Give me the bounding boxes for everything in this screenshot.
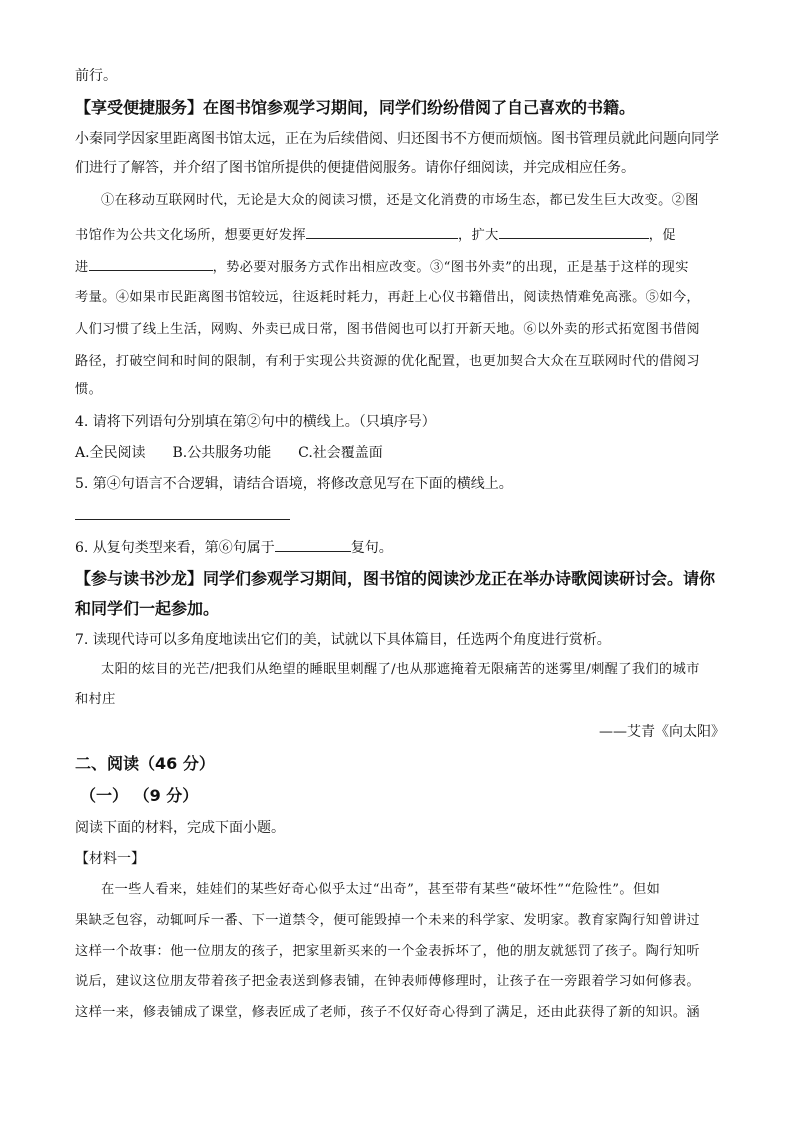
option-a: A.全民阅读: [75, 445, 146, 461]
passage-line-3-part-a: 进: [75, 260, 89, 275]
passage-line-3-part-b: ，势必要对服务方式作出相应改变。③“图书外卖”的出现，正是基于这样的现实: [212, 260, 689, 275]
fill-blank-3[interactable]: [89, 256, 213, 271]
material-one-label: 【材料一】: [75, 851, 145, 867]
question-7: 7. 读现代诗可以多角度地读出它们的美，试就以下具体篇目，任选两个角度进行赏析。: [75, 632, 611, 648]
passage-line-2: [75, 224, 725, 246]
material-line: 这样一来，修表铺成了课堂，修表匠成了老师，孩子不仅好奇心得到了满足，还由此获得了新的知识。涵: [75, 1005, 701, 1020]
passage-line-2-part-b: ，扩大: [458, 228, 499, 243]
passage-line-2-part-a: 书馆作为公共文化场所，想要更好发挥: [75, 228, 306, 243]
question-6-part-a: 6. 从复句类型来看，第⑥句属于: [75, 540, 275, 556]
service-section-heading: 【享受便捷服务】在图书馆参观学习期间，同学们纷纷借阅了自己喜欢的书籍。: [75, 98, 636, 117]
fill-blank-q6[interactable]: [275, 537, 351, 552]
material-line: 这样一个故事：他一位朋友的孩子，把家里新买来的一个金表拆坏了，他的朋友就惩罚了孩子。陶行知听: [75, 944, 701, 959]
part-two-title: 二、阅读（46 分）: [75, 754, 215, 773]
option-c: C.社会覆盖面: [298, 445, 383, 461]
continuation-text: 前行。: [75, 68, 117, 84]
service-intro-line-2: 们进行了解答，并介绍了图书馆所提供的便捷借阅服务。请你仔细阅读，并完成相应任务。: [75, 160, 635, 176]
reading-instruction: 阅读下面的材料，完成下面小题。: [75, 820, 285, 836]
poem-line-2: 和村庄: [75, 692, 116, 707]
poem-source: ——艾青《向太阳》: [599, 724, 725, 740]
service-intro-line-1: 小秦同学因家里距离图书馆太远，正在为后续借阅、归还图书不方便而烦恼。图书管理员就此问题向同学: [75, 131, 719, 147]
material-line: 在一些人看来，娃娃们的某些好奇心似乎太过“出奇”，甚至带有某些“破坏性”“危险性”。但如: [101, 882, 661, 897]
material-line: 说后，建议这位朋友带着孩子把金表送到修表铺，在钟表师傅修理时，让孩子在一旁跟着学习如何修表。: [75, 974, 701, 989]
poem-line-1: 太阳的炫目的光芒/把我们从绝望的睡眠里刺醒了/也从那遮掩着无限痛苦的迷雾里/刺醒了我们的城市: [101, 662, 700, 677]
question-4: 4. 请将下列语句分别填在第②句中的横线上。（只填序号）: [75, 414, 436, 430]
material-line: 果缺乏包容，动辄呵斥一番、下一道禁令，便可能毁掉一个未来的科学家、发明家。教育家陶行知曾讲过: [75, 913, 701, 928]
question-6: [75, 537, 725, 558]
question-4-options: [75, 443, 725, 463]
fill-blank-2[interactable]: [499, 224, 649, 239]
fill-blank-1[interactable]: [306, 224, 458, 239]
salon-section-heading-line-2: 和同学们一起参加。: [75, 599, 220, 618]
passage-line-5: 人们习惯了线上生活，网购、外卖已成日常，图书借阅也可以打开新天地。⑥以外卖的形式拓宽图书借阅: [75, 322, 701, 337]
passage-line-7: 惯。: [75, 382, 103, 397]
answer-line-q5[interactable]: [75, 519, 290, 520]
passage-line-3: [75, 256, 725, 278]
passage-line-4: 考量。④如果市民距离图书馆较远，往返耗时耗力，再赶上心仪书籍借出，阅读热情难免高涨。⑤如今，: [75, 290, 701, 305]
question-5: 5. 第④句语言不合逻辑，请结合语境，将修改意见写在下面的横线上。: [75, 476, 513, 492]
part-two-subtitle: （一） （9 分）: [80, 786, 199, 805]
passage-line-6: 路径，打破空间和时间的限制，有利于实现公共资源的优化配置，也更加契合大众在互联网时代的借阅习: [75, 354, 701, 369]
passage-line-2-part-c: ，促: [648, 228, 676, 243]
passage-line-1: ①在移动互联网时代，无论是大众的阅读习惯，还是文化消费的市场生态，都已发生巨大改变。②图: [101, 193, 699, 208]
question-6-part-b: 复句。: [350, 540, 393, 556]
salon-section-heading-line-1: 【参与读书沙龙】同学们参观学习期间，图书馆的阅读沙龙正在举办诗歌阅读研讨会。请你: [75, 569, 716, 588]
option-b: B.公共服务功能: [172, 445, 272, 461]
